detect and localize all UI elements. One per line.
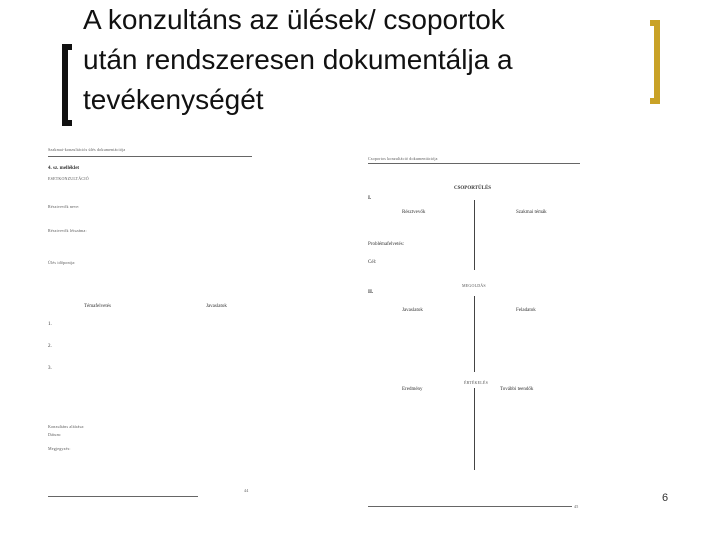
slide-title [83,0,603,120]
right-form-page-marker: 45 [574,504,579,509]
title-line-3: tevékenységét [83,84,264,115]
left-form-footer-2: Dátum: [48,432,62,437]
left-form-annex-title: 4. sz. melléklet [48,166,80,171]
right-form-subtitle: MEGOLDÁS [462,283,486,288]
right-header-rule [368,163,580,164]
right-form-col-d: Feladatok [516,308,536,313]
left-form-item-2: 2. [48,344,52,349]
left-form-item-1: 1. [48,322,52,327]
right-form-title: CSOPORTÜLÉS [454,186,492,191]
right-form-roman-1: I. [368,196,372,201]
right-footer-rule [368,506,572,507]
right-form-divider-2 [474,296,475,372]
title-line-2: után rendszeresen dokumentálja a [83,44,513,75]
right-form-label-2: Cél: [368,260,377,265]
left-form-field-2: Résztvevők neve: [48,204,80,209]
right-form-roman-2: II. [368,290,374,295]
right-form-subtitle-2: ÉRTÉKELÉS [464,380,489,385]
left-form-field-1: ESETKONZULTÁCIÓ [48,176,89,181]
left-form-field-3: Résztvevők létszáma: [48,228,87,233]
right-form-col-b: Szakmai témák [516,210,547,215]
left-form-footer-1: Konzultáns aláírása: [48,424,85,429]
left-form-item-3: 3. [48,366,52,371]
left-form-col-left: Témafelvetés [84,304,111,309]
left-form-page-marker: 44 [244,488,249,493]
right-form-header: Csoportos konzultáció dokumentációja [368,156,438,161]
right-form-col-c: Javaslatok [402,308,423,313]
left-document-form [40,140,360,510]
right-form-label-1: Problémafelvetés: [368,242,405,247]
left-form-header: Szakmai-konzultációs ülés dokumentációja [48,147,126,152]
left-bracket-decoration [62,44,72,126]
footer-rule [48,496,198,497]
left-form-field-4: Ülés időpontja: [48,260,76,265]
left-form-footer-3: Megjegyzés: [48,446,71,451]
right-form-col-a: Résztvevők [402,210,426,215]
right-form-divider-3 [474,388,475,470]
right-document-form [362,140,592,515]
header-rule [48,156,252,157]
page-number: 6 [662,492,669,504]
right-bracket-decoration [650,20,660,104]
title-line-1: A konzultáns az ülések/ csoportok [83,4,505,35]
right-form-col-e: Eredmény [402,387,423,392]
left-form-col-right: Javaslatok [206,304,227,309]
right-form-divider-1 [474,200,475,270]
right-form-col-f: További teendők [500,387,534,392]
